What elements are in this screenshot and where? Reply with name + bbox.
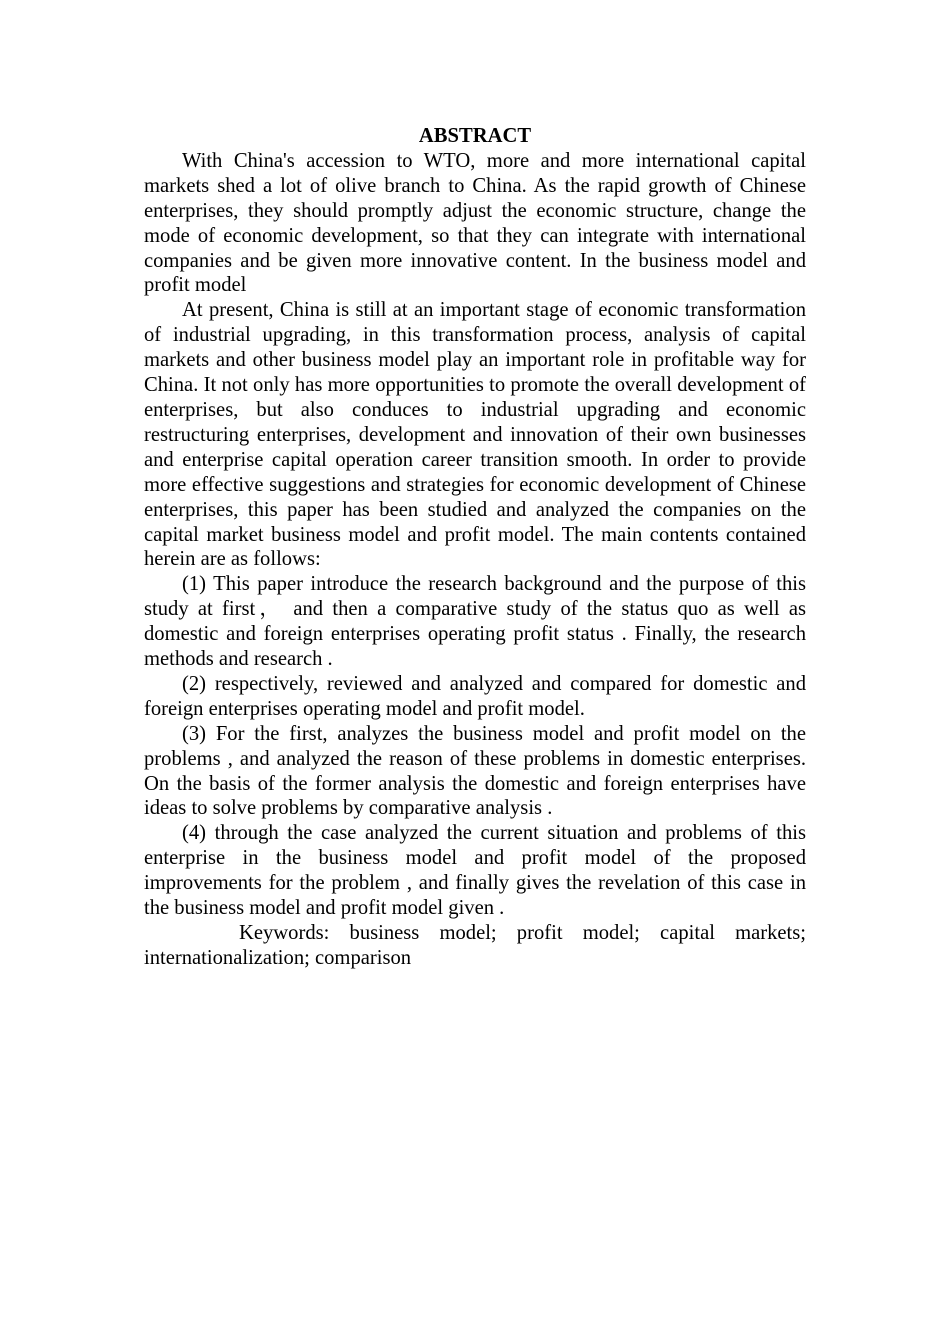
paragraph-item-3: (3) For the first, analyzes the business model and profit model on the problems , and analyzed the reason of these problems in domestic enterprises. On the basis of the former analysis the domestic and foreign enterprises have ideas to solve problems by comparative analysis . bbox=[144, 722, 806, 820]
keywords-line: Keywords: business model; profit model; capital markets; internationalization; comparison bbox=[144, 922, 806, 969]
document-page bbox=[144, 124, 806, 971]
paragraph-intro: With China's accession to WTO, more and more international capital markets shed a lot of olive branch to China. As the rapid growth of Chinese enterprises, they should promptly adjust the economic structure, change the mode of economic development, so that they can integrate with international companies and be given more innovative content. In the business model and profit model bbox=[144, 149, 806, 297]
abstract-title: ABSTRACT bbox=[418, 125, 532, 147]
paragraph-item-2: (2) respectively, reviewed and analyzed and compared for domestic and foreign enterprises operating model and profit model. bbox=[144, 672, 806, 720]
paragraph-item-4: (4) through the case analyzed the current situation and problems of this enterprise in the business model and profit model of the proposed improvements for the problem , and finally gives the revelation of this case in the business model and profit model given . bbox=[144, 822, 806, 920]
paragraph-item-1: (1) This paper introduce the research background and the purpose of this study at first， and then a comparative study of the status quo as well as domestic and foreign enterprises operating profit status . Finally, the research methods and research . bbox=[144, 573, 806, 671]
paragraph-present: At present, China is still at an important stage of economic transformation of industrial upgrading, in this transformation process, analysis of capital markets and other business model play an important role in profitable way for China. It not only has more opportunities to promote the overall development of enterprises, but also conduces to industrial upgrading and economic restructuring enterprises, development and innovation of their own businesses and enterprise capital operation career transition smooth. In order to provide more effective suggestions and strategies for economic development of Chinese enterprises, this paper has been studied and analyzed the companies on the capital market business model and profit model. The main contents contained herein are as follows: bbox=[144, 299, 806, 571]
